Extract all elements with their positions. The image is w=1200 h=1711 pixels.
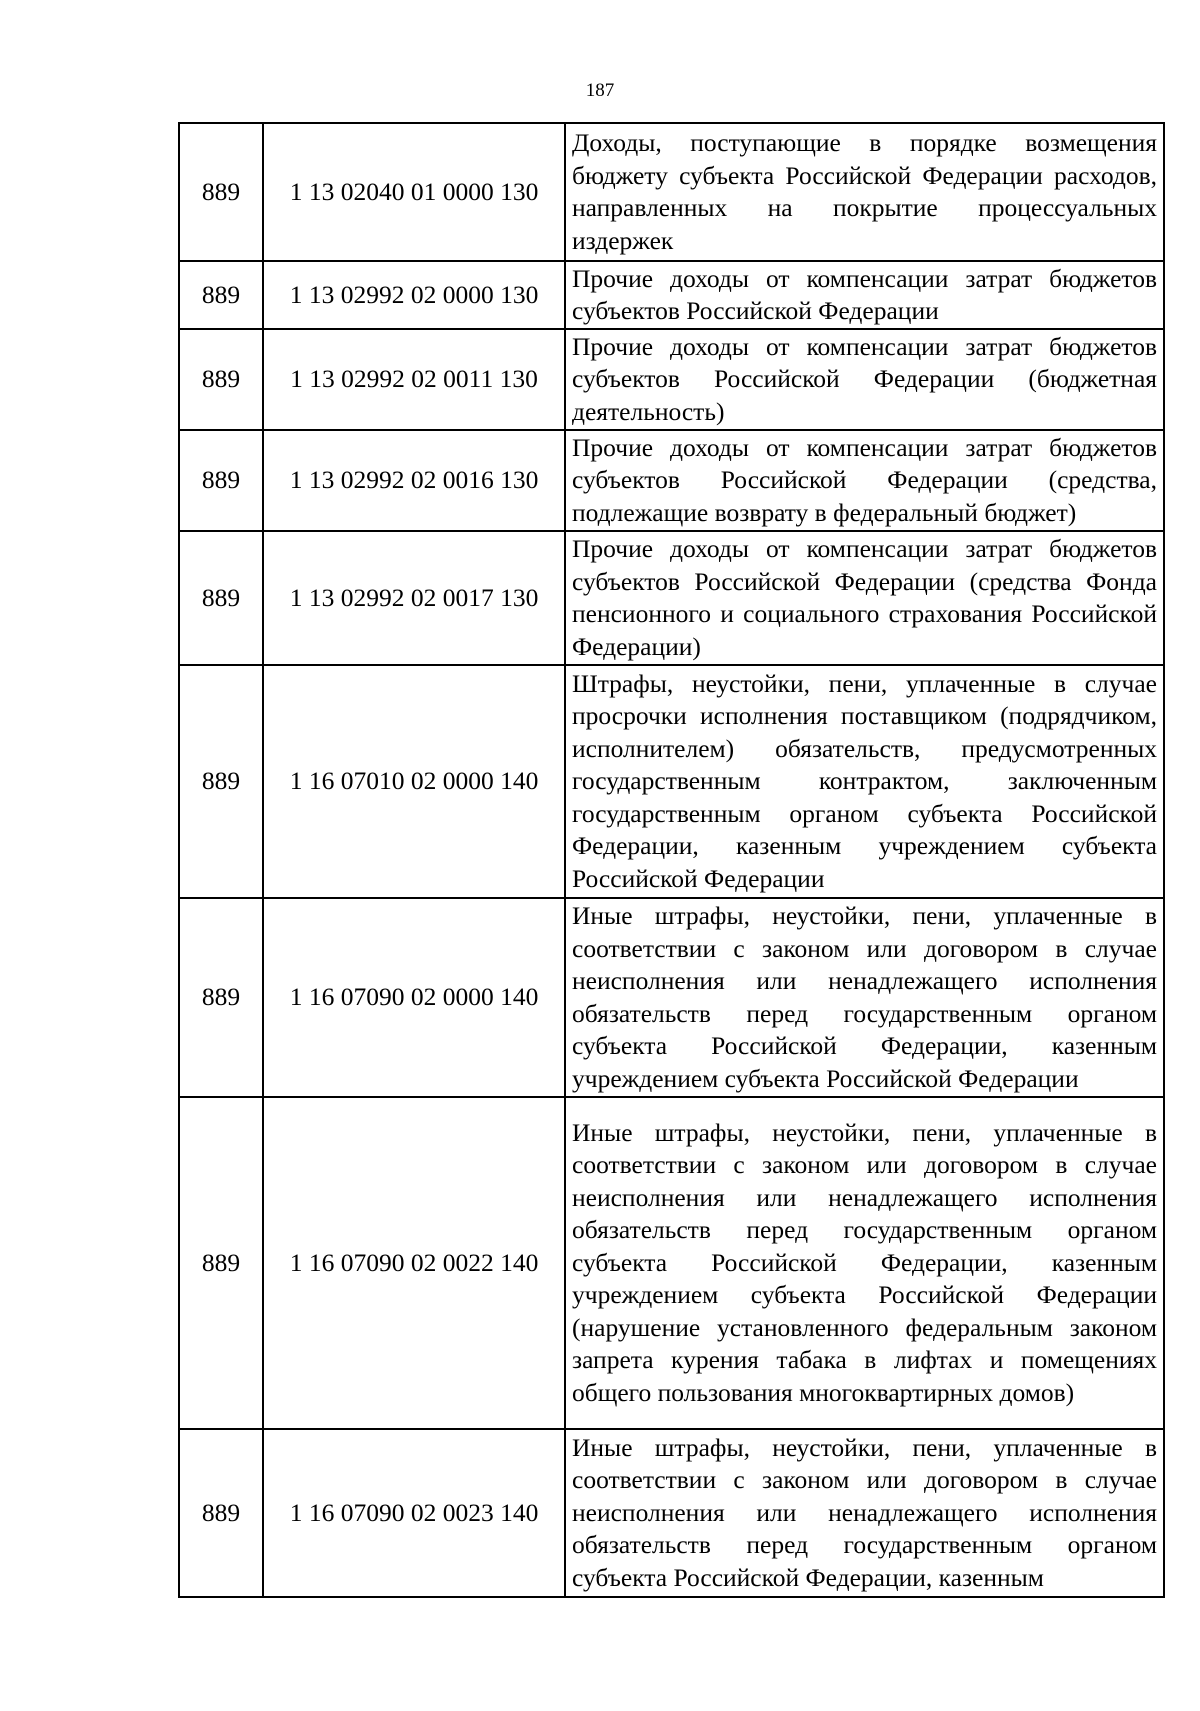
budget-code-cell: 1 13 02040 01 0000 130 [263,123,565,261]
table-row [179,898,1164,1097]
budget-code-cell: 1 13 02992 02 0000 130 [263,261,565,329]
table-row [179,531,1164,665]
budget-code-cell: 1 16 07090 02 0000 140 [263,898,565,1097]
revenue-name-cell: Прочие доходы от компенсации затрат бюджетов субъектов Российской Федерации [565,261,1164,329]
administrator-code-cell: 889 [179,123,263,261]
budget-code-cell: 1 13 02992 02 0011 130 [263,329,565,430]
administrator-code-cell: 889 [179,665,263,898]
budget-code-cell: 1 13 02992 02 0017 130 [263,531,565,665]
table-row [179,261,1164,329]
administrator-code-cell: 889 [179,329,263,430]
table-row [179,123,1164,261]
table-row [179,329,1164,430]
page-number: 187 [585,80,615,101]
administrator-code-cell: 889 [179,261,263,329]
budget-classification-table [178,122,1165,1598]
table-row [179,430,1164,531]
revenue-name-cell: Прочие доходы от компенсации затрат бюджетов субъектов Российской Федерации (средства, подлежащие возврату в федеральный бюджет) [565,430,1164,531]
revenue-name-cell: Иные штрафы, неустойки, пени, уплаченные в соответствии с законом или договором в случае неисполнения или ненадлежащего исполнения обязательств перед государственным органом субъекта Российской Федерации, казенным [565,1429,1164,1597]
administrator-code-cell: 889 [179,531,263,665]
administrator-code-cell: 889 [179,430,263,531]
budget-code-cell: 1 16 07090 02 0022 140 [263,1097,565,1429]
table-row [179,665,1164,898]
administrator-code-cell: 889 [179,1429,263,1597]
administrator-code-cell: 889 [179,1097,263,1429]
revenue-name-cell: Прочие доходы от компенсации затрат бюджетов субъектов Российской Федерации (средства Фонда пенсионного и социального страхования Российской Федерации) [565,531,1164,665]
budget-code-cell: 1 16 07010 02 0000 140 [263,665,565,898]
revenue-name-cell: Штрафы, неустойки, пени, уплаченные в случае просрочки исполнения поставщиком (подрядчиком, исполнителем) обязательств, предусмотренных государственным контрактом, заключенным государственным органом субъекта Российской Федерации, казенным учреждением субъекта Российской Федерации [565,665,1164,898]
table-row [179,1429,1164,1597]
revenue-name-cell: Иные штрафы, неустойки, пени, уплаченные в соответствии с законом или договором в случае неисполнения или ненадлежащего исполнения обязательств перед государственным органом субъекта Российской Федерации, казенным учреждением субъекта Российской Федерации [565,898,1164,1097]
budget-code-cell: 1 16 07090 02 0023 140 [263,1429,565,1597]
revenue-name-cell: Прочие доходы от компенсации затрат бюджетов субъектов Российской Федерации (бюджетная деятельность) [565,329,1164,430]
revenue-name-cell: Иные штрафы, неустойки, пени, уплаченные в соответствии с законом или договором в случае неисполнения или ненадлежащего исполнения обязательств перед государственным органом субъекта Российской Федерации, казенным учреждением субъекта Российской Федерации (нарушение установленного федеральным законом запрета курения табака в лифтах и помещениях общего пользования многоквартирных домов) [565,1097,1164,1429]
table-row [179,1097,1164,1429]
revenue-name-cell: Доходы, поступающие в порядке возмещения бюджету субъекта Российской Федерации расходов, направленных на покрытие процессуальных издержек [565,123,1164,261]
administrator-code-cell: 889 [179,898,263,1097]
budget-code-cell: 1 13 02992 02 0016 130 [263,430,565,531]
